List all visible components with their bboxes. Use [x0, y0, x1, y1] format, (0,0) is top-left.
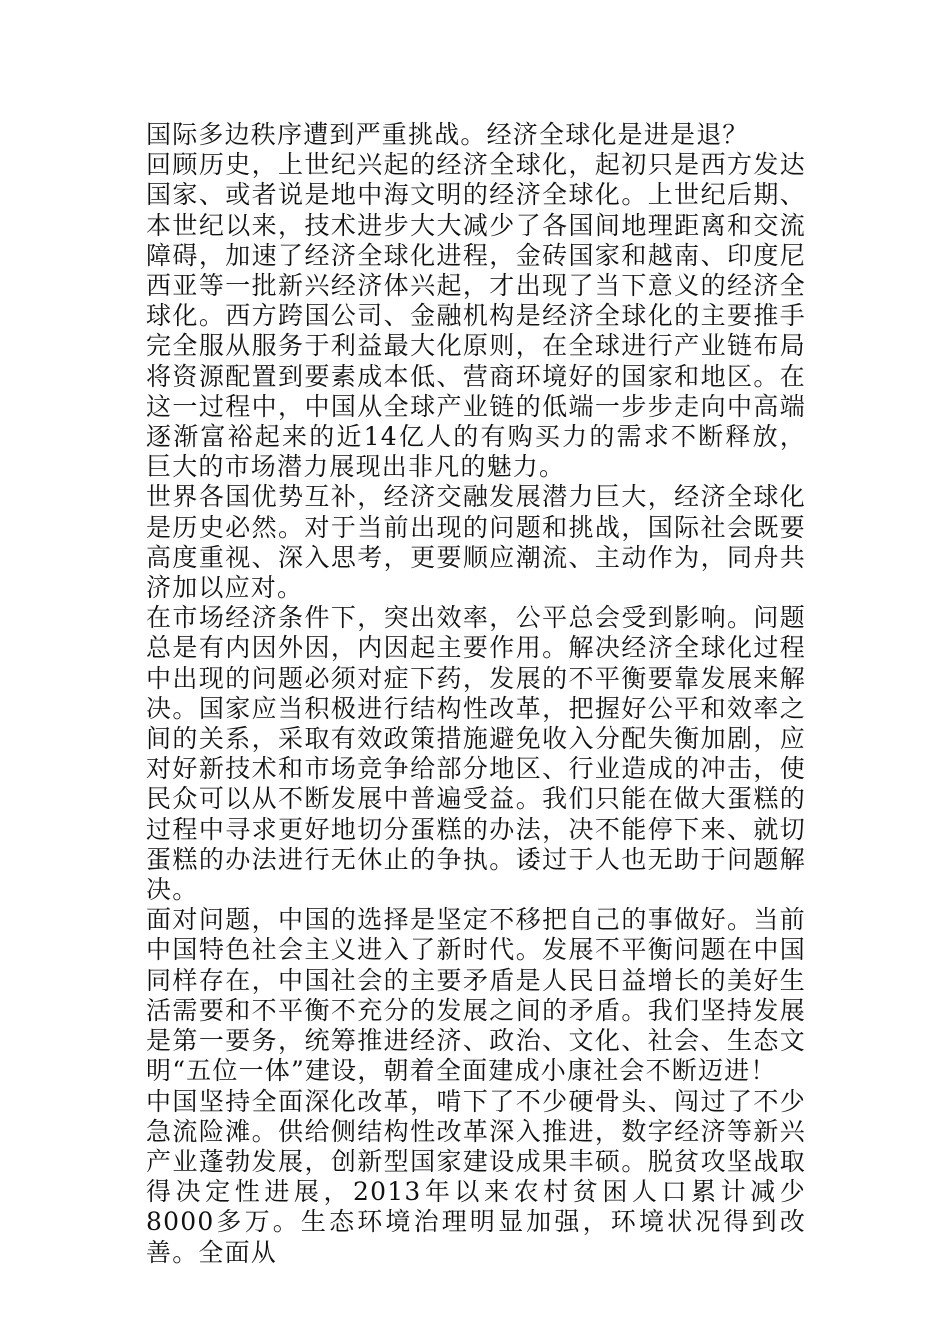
paragraph-4: 在市场经济条件下，突出效率，公平总会受到影响。问题总是有内因外因，内因起主要作用。解决经济全球化过程中出现的问题必须对症下药，发展的不平衡要靠发展来解决。国家应当积极进行结构性改革，把握好公平和效率之间的关系，采取有效政策措施避免收入分配失衡加剧，应对好新技术和市场竞争给部分地区、行业造成的冲击，使民众可以从不断发展中普遍受益。我们只能在做大蛋糕的过程中寻求更好地切分蛋糕的办法，决不能停下来、就切蛋糕的办法进行无休止的争执。诿过于人也无助于问题解决。	[146, 603, 806, 905]
document-body	[146, 120, 806, 1268]
paragraph-6: 中国坚持全面深化改革，啃下了不少硬骨头、闯过了不少急流险滩。供给侧结构性改革深入推进，数字经济等新兴产业蓬勃发展，创新型国家建设成果丰硕。脱贫攻坚战取得决定性进展，2013年以来农村贫困人口累计减少8000多万。生态环境治理明显加强，环境状况得到改善。全面从	[146, 1086, 806, 1267]
paragraph-5: 面对问题，中国的选择是坚定不移把自己的事做好。当前中国特色社会主义进入了新时代。发展不平衡问题在中国同样存在，中国社会的主要矛盾是人民日益增长的美好生活需要和不平衡不充分的发展之间的矛盾。我们坚持发展是第一要务，统筹推进经济、政治、文化、社会、生态文明“五位一体”建设，朝着全面建成小康社会不断迈进！	[146, 905, 806, 1086]
paragraph-3: 世界各国优势互补，经济交融发展潜力巨大，经济全球化是历史必然。对于当前出现的问题和挑战，国际社会既要高度重视、深入思考，更要顺应潮流、主动作为，同舟共济加以应对。	[146, 482, 806, 603]
paragraph-2: 回顾历史，上世纪兴起的经济全球化，起初只是西方发达国家、或者说是地中海文明的经济全球化。上世纪后期、本世纪以来，技术进步大大减少了各国间地理距离和交流障碍，加速了经济全球化进程，金砖国家和越南、印度尼西亚等一批新兴经济体兴起，才出现了当下意义的经济全球化。西方跨国公司、金融机构是经济全球化的主要推手完全服从服务于利益最大化原则，在全球进行产业链布局将资源配置到要素成本低、营商环境好的国家和地区。在这一过程中，中国从全球产业链的低端一步步走向中高端逐渐富裕起来的近14亿人的有购买力的需求不断释放，巨大的市场潜力展现出非凡的魅力。	[146, 150, 806, 482]
paragraph-1: 国际多边秩序遭到严重挑战。经济全球化是进是退？	[146, 120, 749, 149]
